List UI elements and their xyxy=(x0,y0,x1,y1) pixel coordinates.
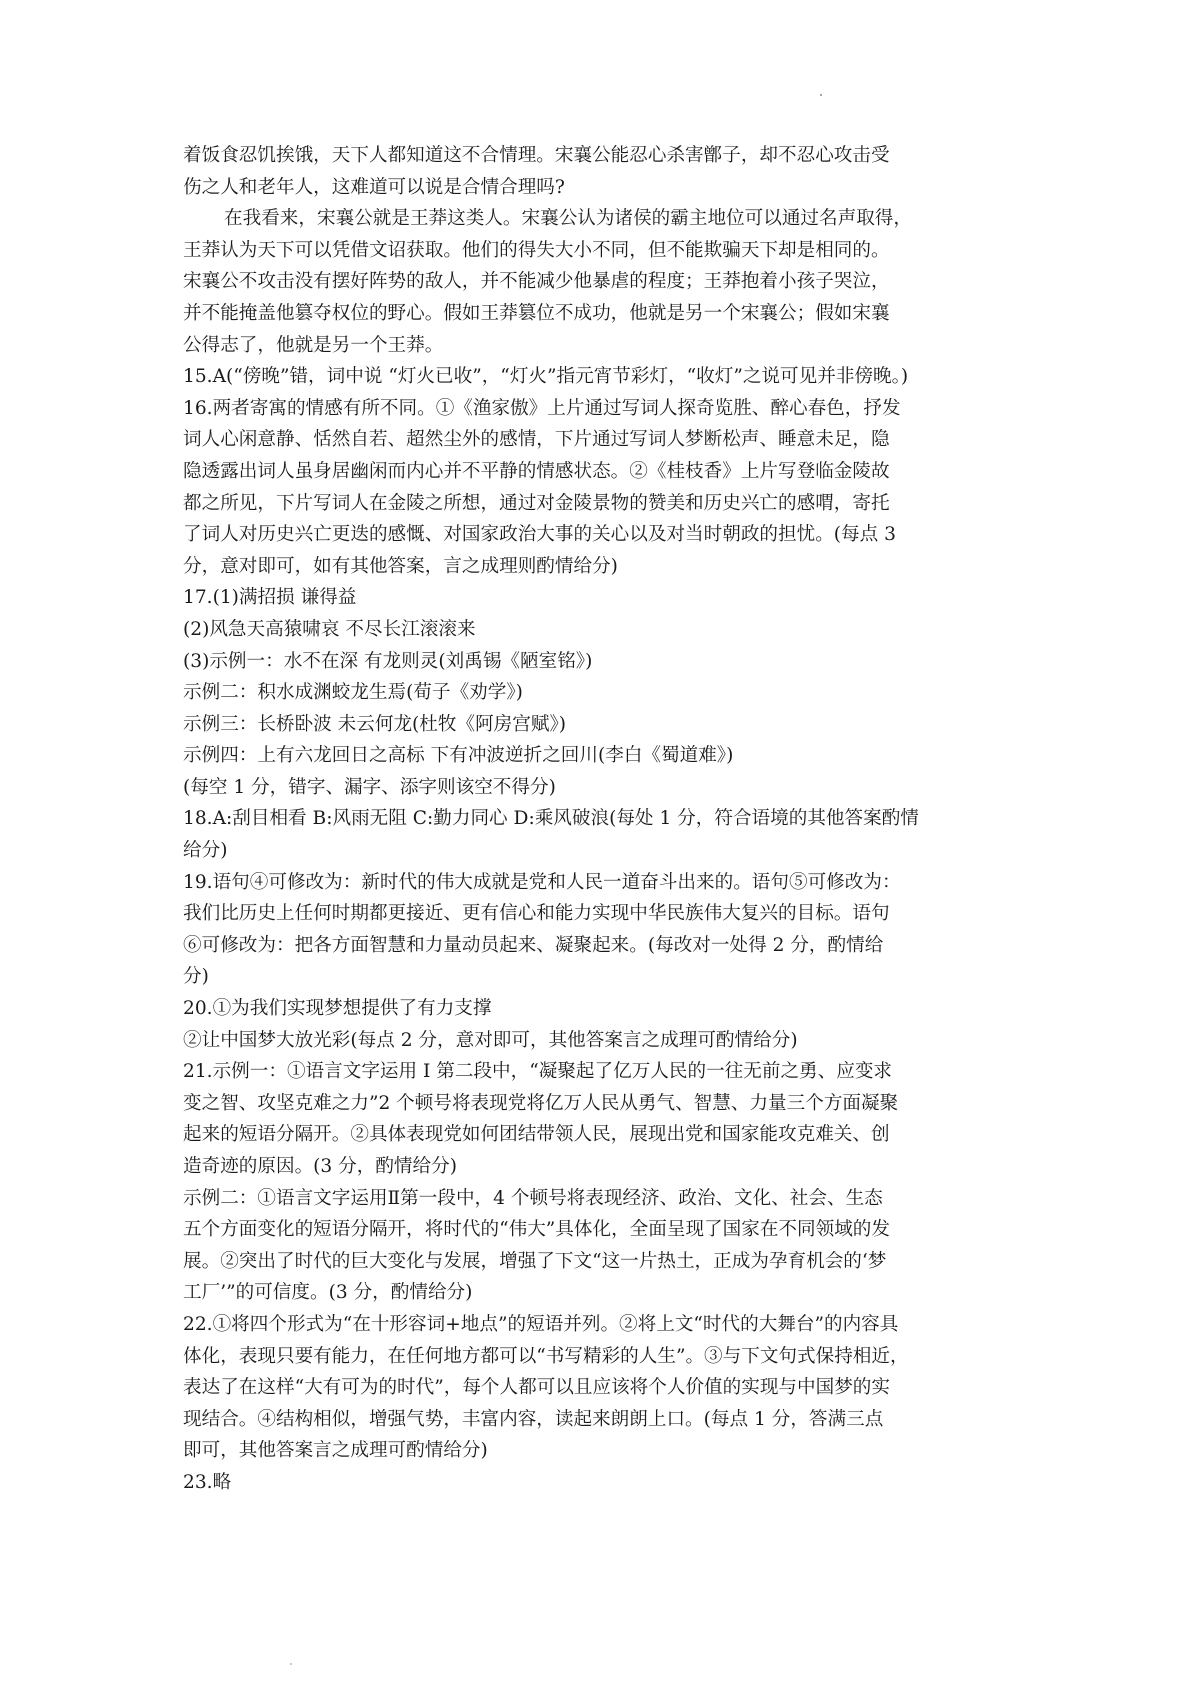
answer-paragraph xyxy=(183,140,1043,203)
text-line: 工厂’”的可信度。(3 分，酌情给分) xyxy=(183,1282,473,1304)
text-line: 分，意对即可，如有其他答案，言之成理则酌情给分) xyxy=(183,555,618,577)
text-line: 我们比历史上任何时期都更接近、更有信心和能力实现中华民族伟大复兴的目标。语句 xyxy=(183,903,890,925)
text-line: 五个方面变化的短语分隔开，将时代的“伟大”具体化，全面呈现了国家在不同领域的发 xyxy=(183,1219,890,1241)
answer-paragraph xyxy=(183,203,1043,361)
text-line: 示例二：积水成渊蛟龙生焉(荀子《劝学》) xyxy=(183,682,523,704)
text-line: 隐透露出词人虽身居幽闲而内心并不平静的情感状态。②《桂枝香》上片写登临金陵故 xyxy=(183,460,890,482)
text-line: 体化，表现只要有能力，在任何地方都可以“书写精彩的人生”。③与下文句式保持相近， xyxy=(183,1345,909,1367)
text-line: 16.两者寄寓的情感有所不同。①《渔家傲》上片通过写词人探奇览胜、醉心春色，抒发 xyxy=(183,397,901,419)
text-line: 并不能掩盖他篡夺权位的野心。假如王莽篡位不成功，他就是另一个宋襄公；假如宋襄 xyxy=(183,302,890,324)
answer-paragraph xyxy=(183,1056,1043,1309)
text-line: 公得志了，他就是另一个王莽。 xyxy=(183,334,444,356)
text-line: 都之所见，下片写词人在金陵之所想，通过对金陵景物的赞美和历史兴亡的感喟，寄托 xyxy=(183,492,890,514)
scan-speck xyxy=(290,1663,292,1665)
answer-paragraph xyxy=(183,993,1043,1056)
text-line: 展。②突出了时代的巨大变化与发展，增强了下文“这一片热土，正成为孕育机会的‘梦 xyxy=(183,1250,887,1272)
text-line: 示例三：长桥卧波 未云何龙(杜牧《阿房宫赋》) xyxy=(183,713,566,735)
text-line: 伤之人和老年人，这难道可以说是合情合理吗? xyxy=(183,176,565,198)
text-line: 22.①将四个形式为“在十形容词+地点”的短语并列。②将上文“时代的大舞台”的内容具 xyxy=(183,1313,899,1335)
scan-speck xyxy=(820,94,822,96)
answer-paragraph xyxy=(183,361,1043,393)
text-line: 23.略 xyxy=(183,1471,232,1493)
answer-paragraph xyxy=(183,867,1043,993)
text-line: 17.(1)满招损 谦得益 xyxy=(183,587,357,609)
text-line: 分) xyxy=(183,966,209,988)
answer-text-body xyxy=(183,140,1043,1499)
text-line: 起来的短语分隔开。②具体表现党如何团结带领人民，展现出党和国家能攻克难关、创 xyxy=(183,1124,890,1146)
text-line: (3)示例一：水不在深 有龙则灵(刘禹锡《陋室铭》) xyxy=(183,650,593,672)
text-line: 19.语句④可修改为：新时代的伟大成就是党和人民一道奋斗出来的。语句⑤可修改为： xyxy=(183,871,901,893)
text-line: 词人心闲意静、恬然自若、超然尘外的感情，下片通过写词人梦断松声、睡意未足，隐 xyxy=(183,429,890,451)
text-line: 现结合。④结构相似，增强气势，丰富内容，读起来朗朗上口。(每点 1 分，答满三点 xyxy=(183,1408,884,1430)
text-line: ⑥可修改为：把各方面智慧和力量动员起来、凝聚起来。(每改对一处得 2 分，酌情给 xyxy=(183,934,884,956)
answer-paragraph xyxy=(183,1309,1043,1467)
text-line: 示例四：上有六龙回日之高标 下有冲波逆折之回川(李白《蜀道难》) xyxy=(183,745,734,767)
text-line: 在我看来，宋襄公就是王莽这类人。宋襄公认为诸侯的霸主地位可以通过名声取得， xyxy=(224,208,912,230)
text-line: 了词人对历史兴亡更迭的感慨、对国家政治大事的关心以及对当时朝政的担忧。(每点 3 xyxy=(183,524,896,546)
text-line: 21.示例一：①语言文字运用 I 第二段中，“凝聚起了亿万人民的一往无前之勇、应变求 xyxy=(183,1061,893,1083)
text-line: 即可，其他答案言之成理可酌情给分) xyxy=(183,1440,488,1462)
text-line: 王莽认为天下可以凭借文诏获取。他们的得失大小不同，但不能欺骗天下却是相同的。 xyxy=(183,239,890,261)
answer-paragraph xyxy=(183,803,1043,866)
text-line: 表达了在这样“大有可为的时代”，每个人都可以且应该将个人价值的实现与中国梦的实 xyxy=(183,1377,890,1399)
answer-paragraph xyxy=(183,393,1043,583)
text-line: (2)风急天高猿啸哀 不尽长江滚滚来 xyxy=(183,618,476,640)
answer-paragraph xyxy=(183,1467,1043,1499)
text-line: 宋襄公不攻击没有摆好阵势的敌人，并不能减少他暴虐的程度；王莽抱着小孩子哭泣， xyxy=(183,271,890,293)
text-line: 造奇迹的原因。(3 分，酌情给分) xyxy=(183,1156,457,1177)
text-line: ②让中国梦大放光彩(每点 2 分，意对即可，其他答案言之成理可酌情给分) xyxy=(183,1029,798,1051)
text-line: 示例二：①语言文字运用Ⅱ第一段中，4 个顿号将表现经济、政治、文化、社会、生态 xyxy=(183,1187,883,1209)
text-line: 给分) xyxy=(183,840,228,862)
text-line: (每空 1 分，错字、漏字、添字则该空不得分) xyxy=(183,776,556,798)
text-line: 18.A:刮目相看 B:风雨无阻 C:勤力同心 D:乘风破浪(每处 1 分，符合语境的其他答案酌情 xyxy=(183,808,919,830)
text-line: 着饭食忍饥挨饿，天下人都知道这不合情理。宋襄公能忍心杀害鄫子，却不忍心攻击受 xyxy=(183,145,890,166)
text-line: 15.A(“傍晚”错，词中说 “灯火已收”，“灯火”指元宵节彩灯，“收灯”之说可见并非傍晚。) xyxy=(183,366,909,388)
text-line: 变之智、攻坚克难之力”2 个顿号将表现党将亿万人民从勇气、智慧、力量三个方面凝聚 xyxy=(183,1092,899,1114)
text-line: 20.①为我们实现梦想提供了有力支撑 xyxy=(183,998,492,1020)
answer-paragraph xyxy=(183,582,1043,803)
